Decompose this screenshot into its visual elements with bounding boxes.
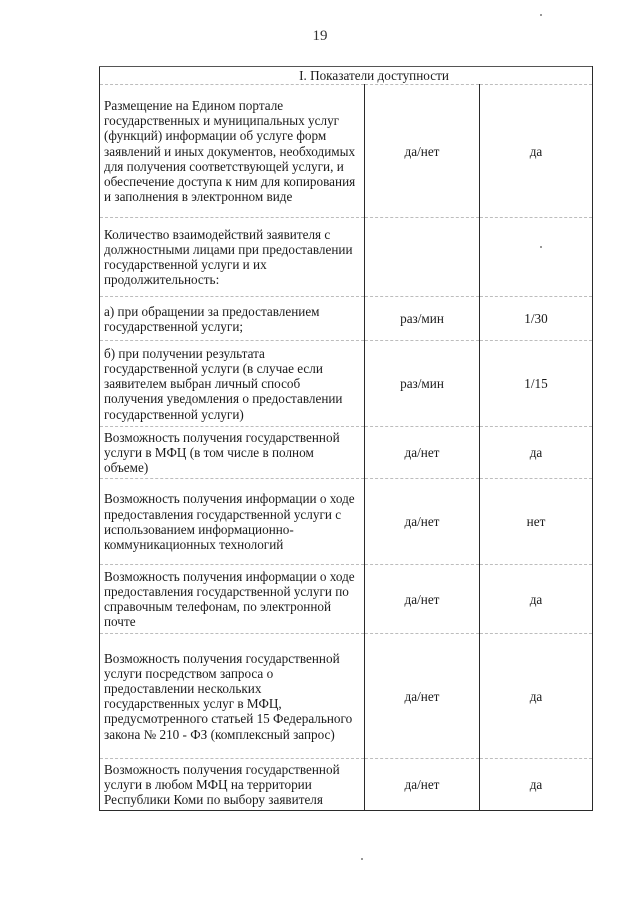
unit-cell: раз/мин <box>365 297 480 341</box>
value-cell: да <box>480 634 593 759</box>
section-title: I. Показатели доступности <box>100 67 593 85</box>
unit-cell: раз/мин <box>365 341 480 427</box>
indicator-cell: а) при обращении за предоставлением государственной услуги; <box>100 297 365 341</box>
indicator-cell: Возможность получения государственной услуги в МФЦ (в том числе в полном объеме) <box>100 427 365 479</box>
indicator-cell: Размещение на Едином портале государственных и муниципальных услуг (функций) информации об услуге форм заявлений и иных документов, необходимых для получения соответствующей услуги, и обеспечение доступа к ним для копирования и заполнения в электронном виде <box>100 85 365 218</box>
value-cell: да <box>480 85 593 218</box>
value-cell <box>480 218 593 297</box>
scan-speck <box>540 14 542 16</box>
table-row <box>100 565 593 634</box>
indicator-cell: Количество взаимодействий заявителя с должностными лицами при предоставлении государственной услуги и их продолжительность: <box>100 218 365 297</box>
indicator-cell: б) при получении результата государственной услуги (в случае если заявителем выбран личный способ получения уведомления о предоставлении государственной услуги) <box>100 341 365 427</box>
table-row <box>100 759 593 811</box>
value-cell: да <box>480 759 593 811</box>
section-header-row <box>100 67 593 85</box>
indicator-cell: Возможность получения информации о ходе предоставления государственной услуги по справочным телефонам, по электронной почте <box>100 565 365 634</box>
indicator-cell: Возможность получения государственной услуги посредством запроса о предоставлении нескольких государственных услуг в МФЦ, предусмотренного статьей 15 Федерального закона № 210 - ФЗ (комплексный запрос) <box>100 634 365 759</box>
unit-cell: да/нет <box>365 85 480 218</box>
scan-speck <box>361 858 363 860</box>
page-number: 19 <box>312 28 328 44</box>
unit-cell <box>365 218 480 297</box>
table-row <box>100 479 593 565</box>
unit-cell: да/нет <box>365 427 480 479</box>
value-cell: нет <box>480 479 593 565</box>
unit-cell: да/нет <box>365 759 480 811</box>
value-cell: да <box>480 427 593 479</box>
indicators-table <box>99 66 593 811</box>
table-row <box>100 297 593 341</box>
indicator-cell: Возможность получения государственной услуги в любом МФЦ на территории Республики Коми по выбору заявителя <box>100 759 365 811</box>
table-row <box>100 634 593 759</box>
value-cell: 1/15 <box>480 341 593 427</box>
scan-speck <box>540 246 542 248</box>
table-row <box>100 85 593 218</box>
unit-cell: да/нет <box>365 634 480 759</box>
table-row <box>100 427 593 479</box>
indicator-cell: Возможность получения информации о ходе предоставления государственной услуги с использованием информационно-коммуникационных технологий <box>100 479 365 565</box>
value-cell: да <box>480 565 593 634</box>
value-cell: 1/30 <box>480 297 593 341</box>
unit-cell: да/нет <box>365 479 480 565</box>
unit-cell: да/нет <box>365 565 480 634</box>
table-row <box>100 341 593 427</box>
table-row <box>100 218 593 297</box>
